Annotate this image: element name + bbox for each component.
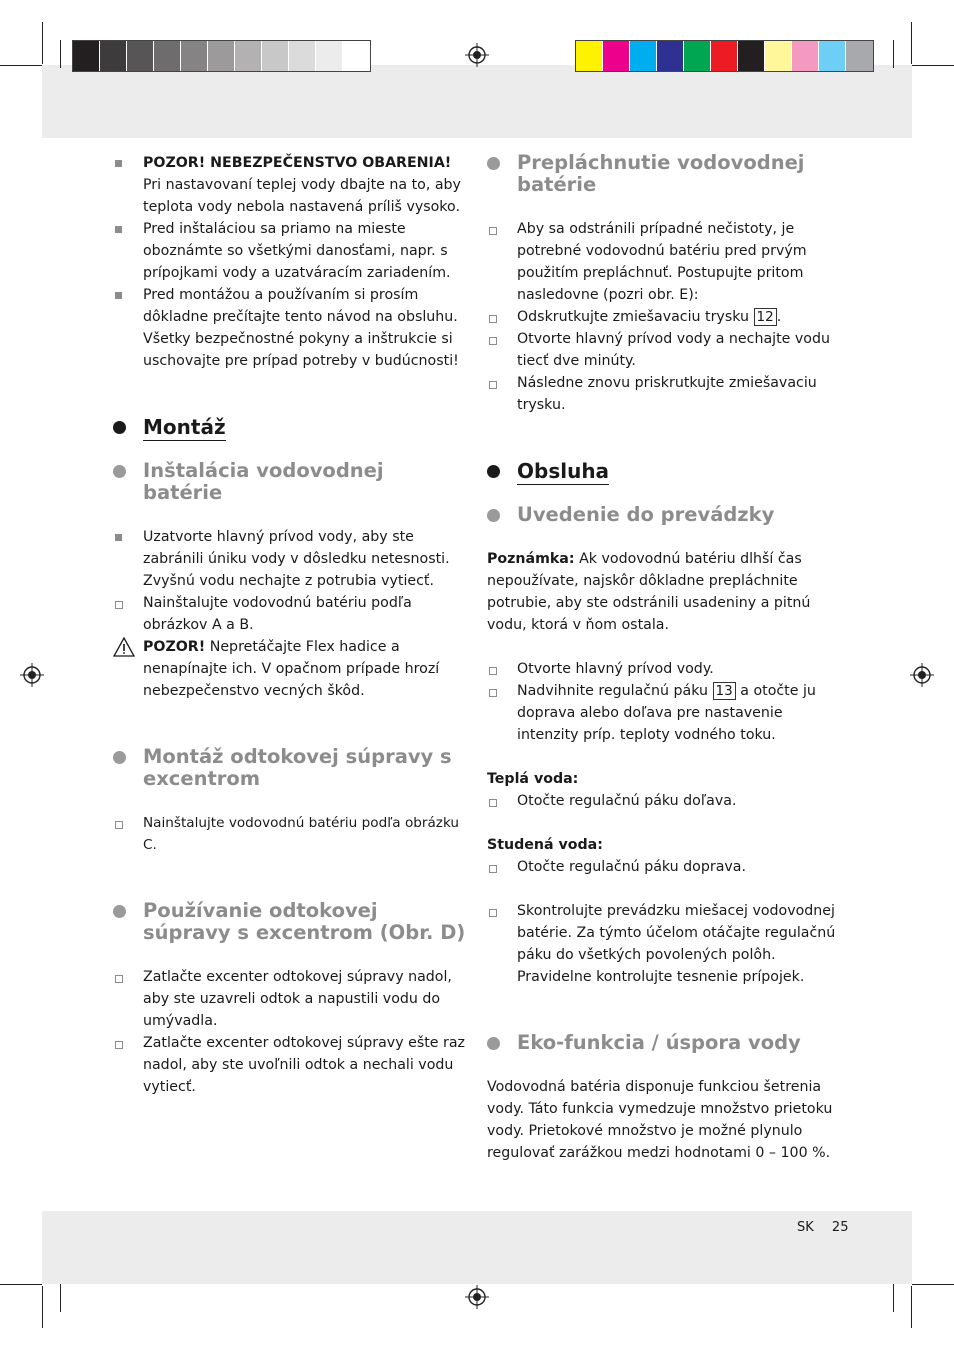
- process-color-bar: [575, 40, 874, 72]
- list-item-text: a otočte ju doprava alebo doľava pre nastavenie intenzity príp. teploty vodného toku.: [517, 683, 816, 743]
- color-swatch: [684, 41, 711, 71]
- subsection-bullet-icon: [113, 465, 126, 478]
- crop-mark: [0, 65, 42, 66]
- color-swatch: [657, 41, 684, 71]
- list-item: [487, 328, 842, 372]
- step-bullet-icon: [115, 1041, 123, 1049]
- subsection-title-pouzivanie: [113, 900, 468, 944]
- color-swatch: [127, 41, 154, 71]
- step-bullet-icon: [115, 975, 123, 983]
- registration-mark-icon: [20, 663, 44, 687]
- list-item: [113, 592, 468, 636]
- color-swatch: [765, 41, 792, 71]
- header-band: [42, 65, 912, 138]
- section-bullet-icon: [487, 465, 500, 478]
- list-item-text: Odskrutkujte zmiešavaciu trysku: [517, 309, 749, 325]
- list-item-text: Následne znovu priskrutkujte zmiešavaciu trysku.: [517, 375, 817, 413]
- eko-paragraph: Vodovodná batéria disponuje funkciou šetrenia vody. Táto funkcia vymedzuje množstvo prietoku vody. Prietokové množstvo je možné plynulo regulovať zarážkou medzi hodnotami 0 – 100 %.: [487, 1079, 833, 1161]
- language-code: SK: [797, 1220, 814, 1235]
- list-item: [113, 966, 468, 1032]
- color-swatch: [73, 41, 100, 71]
- subsection-title-preplach: [487, 152, 842, 196]
- step-bullet-icon: [489, 799, 497, 807]
- color-swatch: [235, 41, 262, 71]
- part-number-badge: 13: [713, 682, 736, 700]
- list-item: [113, 218, 468, 284]
- subsection-title-text: Používanie odtokovej súpravy s excentrom (Obr. D): [143, 899, 466, 944]
- color-swatch: [181, 41, 208, 71]
- list-item-text: Otočte regulačnú páku doľava.: [517, 793, 737, 809]
- step-bullet-icon: [115, 821, 123, 829]
- list-item-text: Nainštalujte vodovodnú batériu podľa obrázkov A a B.: [143, 595, 412, 633]
- square-bullet-icon: [115, 292, 122, 299]
- list-item: [487, 790, 842, 812]
- warning-heading: POZOR! NEBEZPEČENSTVO OBARENIA!: [143, 155, 452, 171]
- subsection-title-uvedenie: [487, 504, 842, 526]
- left-column: [113, 152, 468, 1098]
- footer-band: [42, 1211, 912, 1284]
- list-item-text: Zatlačte excenter odtokovej súpravy nadol, aby ste uzavreli odtok a napustili vodu do umývadla.: [143, 969, 452, 1029]
- subsection-title-text: Inštalácia vodovodnej batérie: [143, 459, 384, 504]
- list-item-text: Uzatvorte hlavný prívod vody, aby ste zabránili úniku vody v dôsledku netesnosti. Zvyšnú vodu nechajte z potrubia vytiecť.: [143, 529, 450, 589]
- subsection-title-text: Eko-funkcia / úspora vody: [517, 1031, 801, 1054]
- color-swatch: [819, 41, 846, 71]
- color-swatch: [343, 41, 370, 71]
- list-item-text: Pred inštaláciou sa priamo na mieste oboznámte so všetkými danosťami, napr. s prípojkami vody a uzatváracím zariadením.: [143, 221, 451, 281]
- crop-mark: [912, 1284, 954, 1285]
- list-item: [113, 1032, 468, 1098]
- color-swatch: [576, 41, 603, 71]
- registration-mark-icon: [465, 43, 489, 67]
- grayscale-color-bar: [72, 40, 371, 72]
- color-swatch: [316, 41, 343, 71]
- square-bullet-icon: [115, 160, 122, 167]
- step-bullet-icon: [489, 909, 497, 917]
- section-bullet-icon: [113, 421, 126, 434]
- step-bullet-icon: [489, 865, 497, 873]
- crop-mark: [60, 1284, 61, 1312]
- color-swatch: [154, 41, 181, 71]
- step-bullet-icon: [115, 601, 123, 609]
- subsection-bullet-icon: [487, 509, 500, 522]
- crop-mark: [42, 22, 43, 64]
- warning-label: POZOR!: [143, 639, 206, 655]
- list-item-text: Otvorte hlavný prívod vody.: [517, 661, 714, 677]
- list-item: [487, 680, 842, 746]
- subsection-bullet-icon: [113, 905, 126, 918]
- section-title-obsluha: [487, 460, 842, 482]
- list-item: [487, 372, 842, 416]
- step-bullet-icon: [489, 667, 497, 675]
- right-column: [487, 152, 842, 1164]
- list-item-text: Pred montážou a používaním si prosím dôkladne prečítajte tento návod na obsluhu. Všetky bezpečnostné pokyny a inštrukcie si uschovajte pre prípad potreby v budúcnosti!: [143, 287, 459, 369]
- crop-mark: [0, 1284, 42, 1285]
- list-item: [487, 900, 842, 988]
- subsection-bullet-icon: [487, 157, 500, 170]
- crop-mark: [893, 40, 894, 68]
- step-bullet-icon: [489, 689, 497, 697]
- subsection-title-text: Prepláchnutie vodovodnej batérie: [517, 151, 805, 196]
- warning-item: [113, 636, 468, 702]
- note-label: Poznámka:: [487, 551, 575, 567]
- registration-mark-icon: [465, 1285, 489, 1309]
- step-bullet-icon: [489, 227, 497, 235]
- cold-water-label: Studená voda:: [487, 837, 603, 853]
- subsection-title-eko: [487, 1032, 842, 1054]
- subsection-title-text: Montáž odtokovej súpravy s excentrom: [143, 745, 452, 790]
- subsection-title-odtok: [113, 746, 468, 790]
- color-swatch: [100, 41, 127, 71]
- section-title-text: Montáž: [143, 415, 226, 439]
- list-item: [113, 812, 468, 856]
- crop-mark: [60, 40, 61, 68]
- warning-triangle-icon: [113, 637, 135, 657]
- crop-mark: [893, 1284, 894, 1312]
- subsection-title-instalacia: [113, 460, 468, 504]
- registration-mark-icon: [910, 663, 934, 687]
- note-paragraph: [487, 548, 842, 636]
- list-item-text: Aby sa odstránili prípadné nečistoty, je potrebné vodovodnú batériu pred prvým použitím prepláchnuť. Postupujte pritom nasledovne (pozri obr. E):: [517, 221, 807, 303]
- list-item: [487, 658, 842, 680]
- subsection-bullet-icon: [487, 1037, 500, 1050]
- list-item-text: Pri nastavovaní teplej vody dbajte na to, aby teplota vody nebola nastavená príliš vysoko.: [143, 177, 461, 215]
- list-item: [113, 152, 468, 218]
- color-swatch: [262, 41, 289, 71]
- color-swatch: [792, 41, 819, 71]
- crop-mark: [42, 1286, 43, 1328]
- color-swatch: [738, 41, 765, 71]
- note-text: Ak vodovodnú batériu dlhší čas nepoužívate, najskôr dôkladne prepláchnite potrubie, aby ste odstránili usadeniny a pitnú vodu, ktorá v ňom ostala.: [487, 551, 811, 633]
- list-item: Odskrutkujte zmiešavaciu trysku 12 .: [487, 306, 842, 328]
- color-swatch: [208, 41, 235, 71]
- list-item-text: Zatlačte excenter odtokovej súpravy ešte raz nadol, aby ste uvoľnili odtok a nechali vodu vytiecť.: [143, 1035, 466, 1095]
- color-swatch: [846, 41, 873, 71]
- square-bullet-icon: [115, 534, 122, 541]
- warning-text: Nepretáčajte Flex hadice a nenapínajte ich. V opačnom prípade hrozí nebezpečenstvo vecných škôd.: [143, 639, 440, 699]
- section-title-montaz: [113, 416, 468, 438]
- step-bullet-icon: [489, 315, 497, 323]
- list-item-text: Nainštalujte vodovodnú batériu podľa obrázku C.: [143, 815, 460, 853]
- step-bullet-icon: [489, 381, 497, 389]
- page-number: 25: [831, 1220, 849, 1235]
- list-item: [113, 526, 468, 592]
- part-number-badge: 12: [754, 308, 777, 326]
- list-item-text: Nadvihnite regulačnú páku: [517, 683, 709, 699]
- list-item-text: Otočte regulačnú páku doprava.: [517, 859, 746, 875]
- subsection-bullet-icon: [113, 751, 126, 764]
- section-title-text: Obsluha: [517, 459, 610, 483]
- square-bullet-icon: [115, 226, 122, 233]
- list-item: [487, 218, 842, 306]
- color-swatch: [603, 41, 630, 71]
- step-bullet-icon: [489, 337, 497, 345]
- page-footer: [797, 1220, 848, 1235]
- list-item: [487, 856, 842, 878]
- subsection-title-text: Uvedenie do prevádzky: [517, 503, 775, 526]
- crop-mark: [911, 22, 912, 64]
- hot-water-label: Teplá voda:: [487, 771, 579, 787]
- list-item: [113, 284, 468, 372]
- list-item-text: Skontrolujte prevádzku miešacej vodovodnej batérie. Za týmto účelom otáčajte regulačnú páku do všetkých povolených polôh. Pravidelne kontrolujte tesnenie prípojek.: [517, 903, 836, 985]
- crop-mark: [911, 1286, 912, 1328]
- color-swatch: [630, 41, 657, 71]
- crop-mark: [912, 65, 954, 66]
- color-swatch: [289, 41, 316, 71]
- color-swatch: [711, 41, 738, 71]
- list-item-text: Otvorte hlavný prívod vody a nechajte vodu tiecť dve minúty.: [517, 331, 830, 369]
